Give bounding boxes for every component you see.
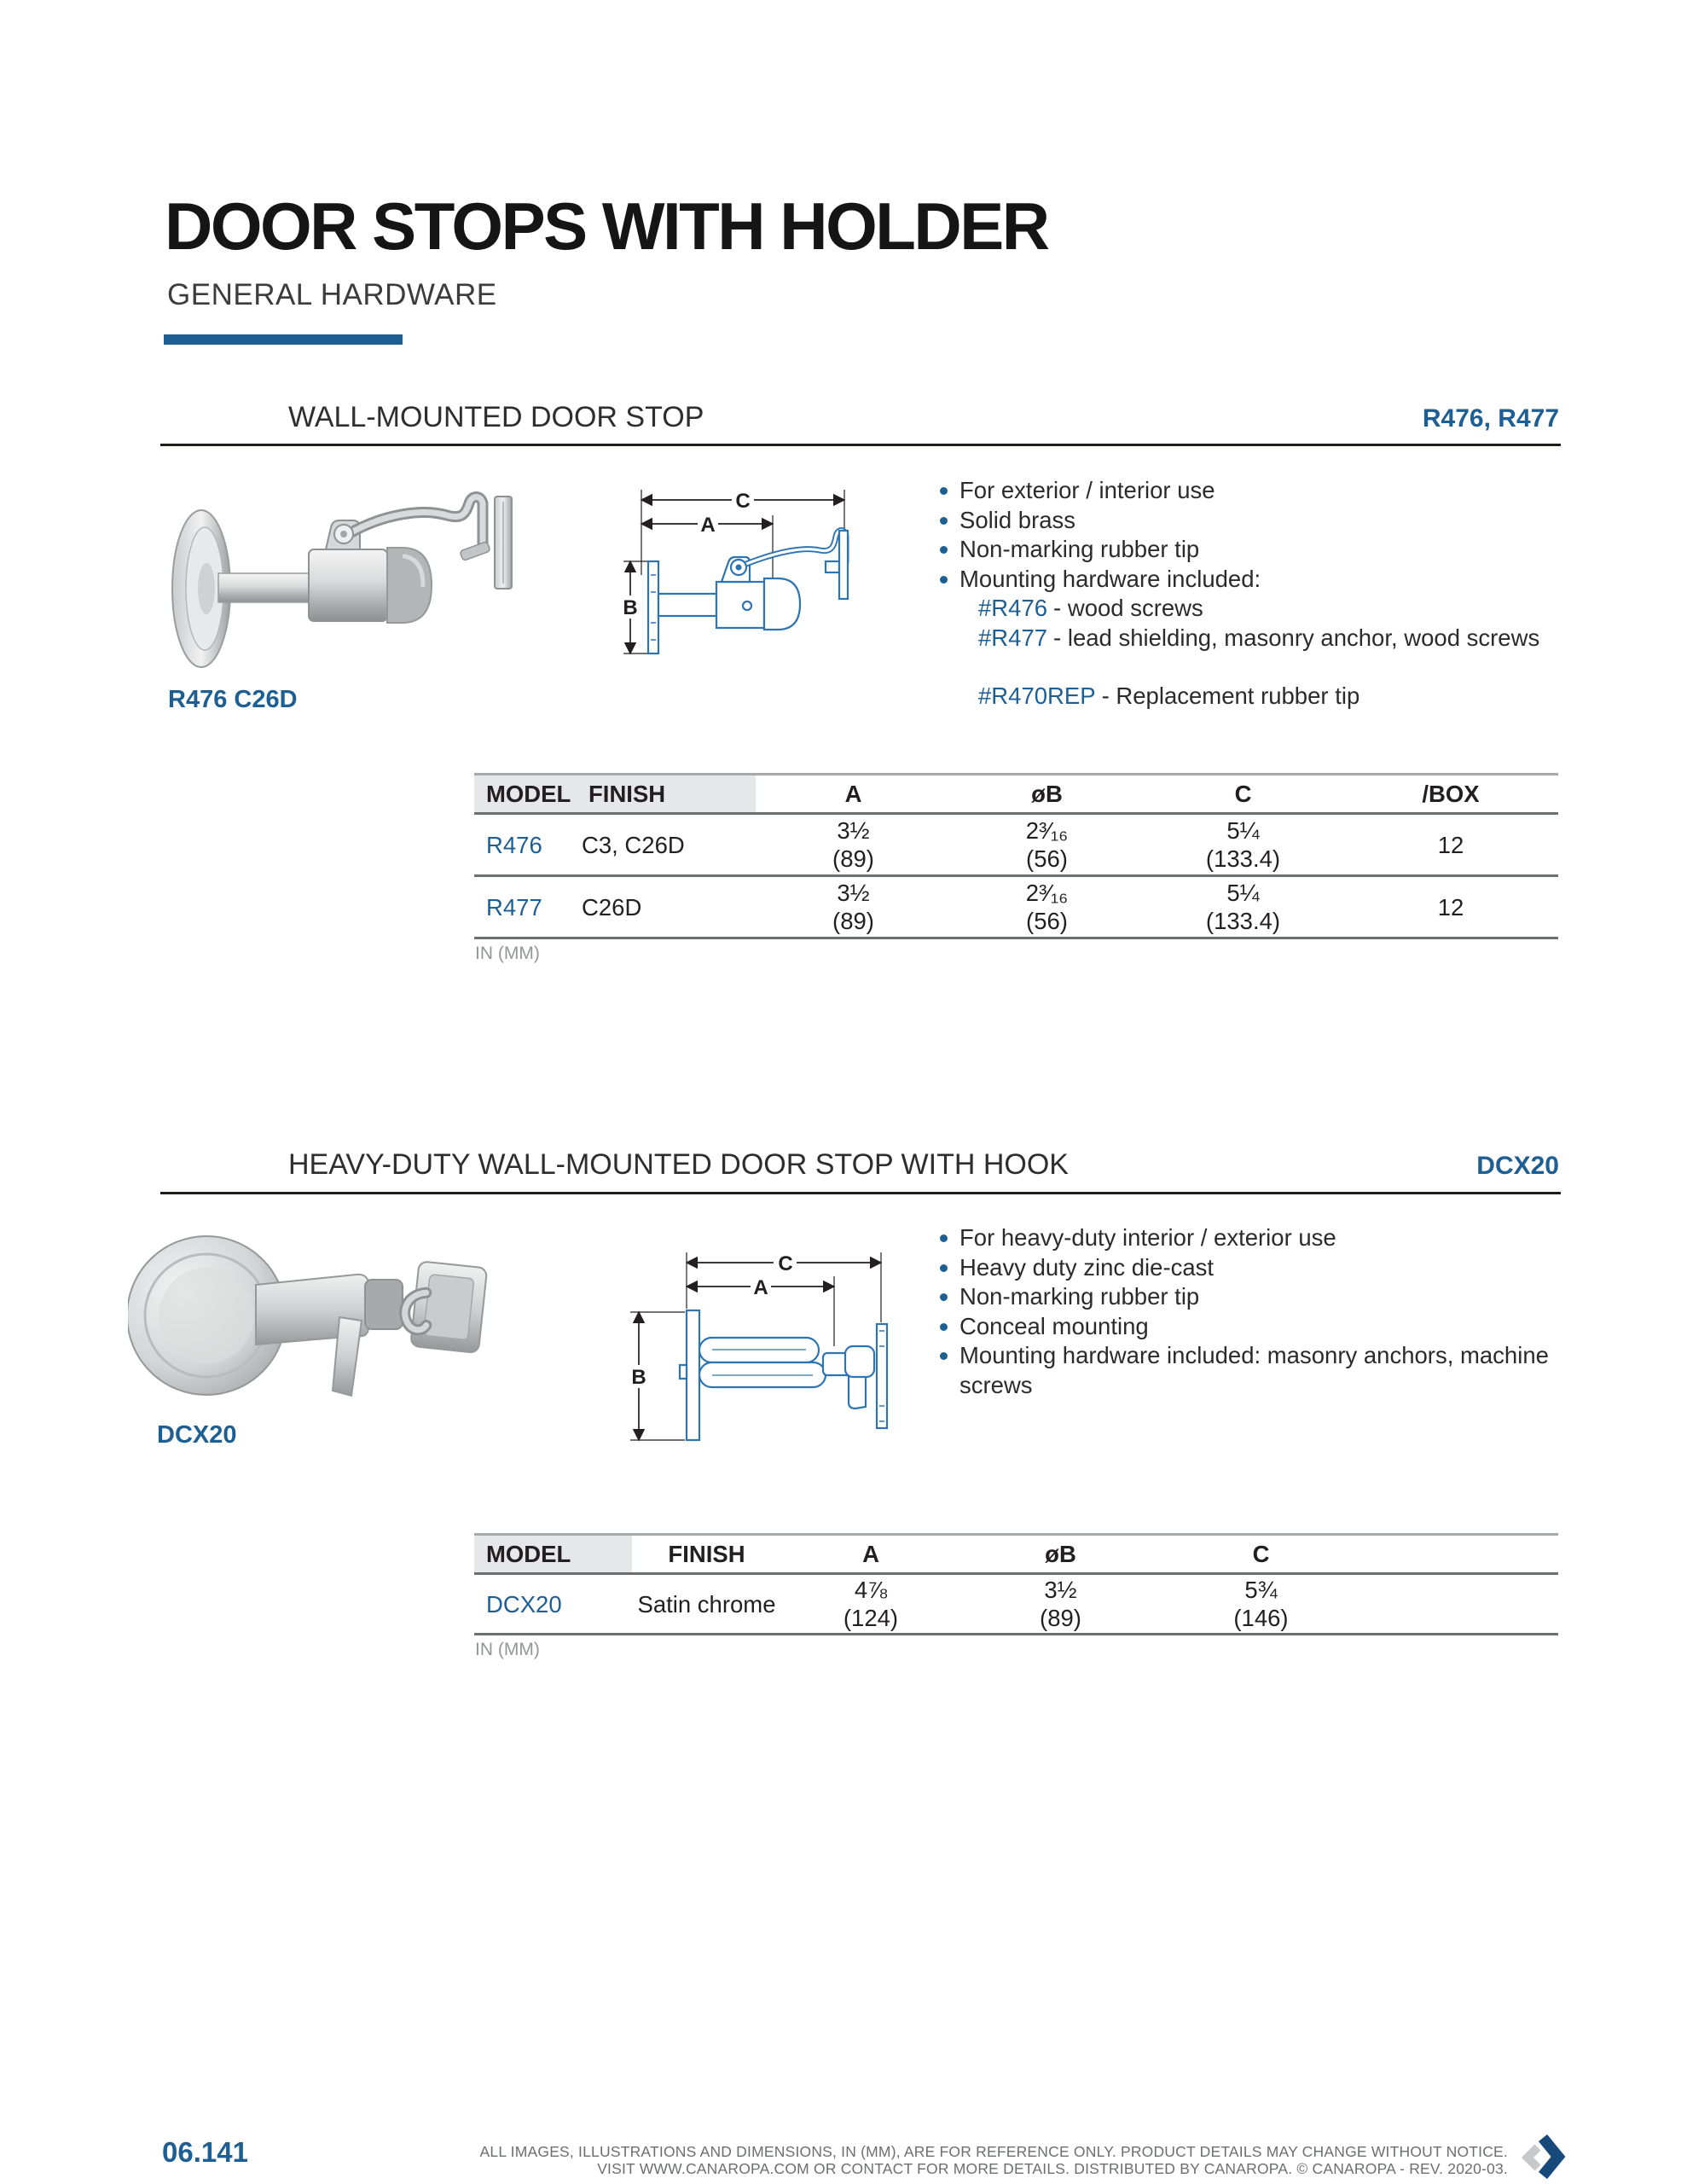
dim-label-c: C	[735, 490, 751, 513]
cell-box: 12	[1437, 893, 1464, 921]
cell-model: R477	[486, 893, 542, 921]
bullet-dot-icon	[940, 576, 948, 584]
units-note: IN (MM)	[475, 1640, 540, 1659]
dim-label-b: B	[631, 1366, 646, 1389]
feature-item: For heavy-duty interior / exterior use	[938, 1223, 1595, 1253]
spec-table-dcx20	[474, 1533, 1558, 1635]
col-header-a: A	[844, 780, 862, 807]
cell-a: 4⅞ (124)	[843, 1577, 899, 1631]
dim-label-b: B	[623, 596, 638, 619]
col-header-c: C	[1234, 780, 1252, 807]
bullet-dot-icon	[940, 1264, 948, 1272]
section2-feature-list	[938, 1223, 1595, 1400]
feature-item: Solid brass	[938, 506, 1603, 536]
col-header-a: A	[862, 1540, 879, 1567]
cell-finish: C3, C26D	[582, 831, 685, 858]
feature-item: Non-marking rubber tip	[938, 1282, 1595, 1312]
section2-models-label: DCX20	[1476, 1152, 1559, 1180]
cell-finish: Satin chrome	[637, 1590, 776, 1618]
dimension-drawing-dcx20	[625, 1235, 896, 1455]
table-row	[474, 876, 1558, 938]
cell-c: 5¼ (133.4)	[1205, 880, 1281, 934]
col-header-box: /BOX	[1422, 780, 1480, 807]
section1-title: WALL-MOUNTED DOOR STOP	[288, 401, 704, 433]
dim-label-a: A	[700, 514, 716, 537]
feature-item: Non-marking rubber tip	[938, 535, 1603, 565]
col-header-model: MODEL	[474, 1535, 632, 1574]
hardware-item: #R476 - wood screws	[978, 595, 1203, 621]
dim-label-c: C	[778, 1252, 793, 1275]
cell-model: R476	[486, 831, 542, 858]
section1-rule	[160, 444, 1561, 446]
cell-b: 3½ (89)	[1040, 1577, 1081, 1631]
product-photo-r476-caption: R476 C26D	[168, 686, 298, 713]
accent-bar	[164, 334, 403, 345]
page-subtitle: GENERAL HARDWARE	[167, 278, 497, 311]
product-photo-dcx20-illustration	[128, 1215, 503, 1424]
cell-box: 12	[1437, 831, 1464, 858]
dim-label-a: A	[753, 1276, 768, 1299]
table-header-row	[474, 775, 1558, 814]
model-code: #R477	[978, 624, 1048, 651]
model-code: #R470REP	[978, 682, 1096, 709]
col-header-finish: FINISH	[668, 1540, 745, 1567]
col-header-c: C	[1252, 1540, 1270, 1567]
section1-models-label: R476, R477	[1422, 404, 1559, 433]
page-number: 06.141	[162, 2136, 248, 2168]
col-header-model: MODEL	[474, 775, 577, 814]
cell-spacer	[1361, 1574, 1558, 1635]
bullet-dot-icon	[940, 1293, 948, 1301]
product-photo-r476-illustration	[162, 471, 529, 688]
hardware-item: #R477 - lead shielding, masonry anchor, wood screws	[978, 624, 1540, 651]
replacement-item: #R470REP - Replacement rubber tip	[978, 682, 1360, 709]
section2-rule	[160, 1192, 1561, 1194]
bullet-dot-icon	[940, 1352, 948, 1360]
table-row	[474, 814, 1558, 876]
cell-a: 3½ (89)	[832, 817, 874, 872]
model-code: #R476	[978, 595, 1048, 621]
feature-item: Heavy duty zinc die-cast	[938, 1253, 1595, 1283]
page-title: DOOR STOPS WITH HOLDER	[165, 189, 1048, 264]
cell-model: DCX20	[486, 1590, 562, 1618]
cell-b: 2³⁄₁₆ (56)	[1025, 880, 1069, 934]
bullet-dot-icon	[940, 1323, 948, 1331]
cell-c: 5¼ (133.4)	[1205, 817, 1281, 872]
cell-b: 2³⁄₁₆ (56)	[1025, 817, 1069, 872]
canaropa-logo-icon	[1520, 2133, 1574, 2181]
units-note: IN (MM)	[475, 944, 540, 963]
disclaimer-line-1: ALL IMAGES, ILLUSTRATIONS AND DIMENSIONS, IN (MM), ARE FOR REFERENCE ONLY. PRODUCT DETAILS MAY CHANGE WITHOUT NOTICE.	[479, 2143, 1508, 2160]
bullet-dot-icon	[940, 546, 948, 554]
cell-c: 5¾ (146)	[1233, 1577, 1289, 1631]
col-header-spacer	[1361, 1535, 1558, 1574]
col-header-b: øB	[1031, 780, 1063, 807]
col-header-finish: FINISH	[577, 775, 756, 814]
table-header-row	[474, 1535, 1558, 1574]
product-photo-dcx20-caption: DCX20	[157, 1421, 237, 1449]
feature-item: Conceal mounting	[938, 1312, 1595, 1342]
section1-feature-list	[938, 476, 1603, 712]
spec-table-r476-r477	[474, 773, 1558, 939]
bullet-dot-icon	[940, 487, 948, 495]
section2-title: HEAVY-DUTY WALL-MOUNTED DOOR STOP WITH HOOK	[288, 1148, 1069, 1181]
col-header-b: øB	[1045, 1540, 1076, 1567]
footer-disclaimer	[480, 2143, 1508, 2177]
table-row	[474, 1574, 1558, 1635]
feature-item: Mounting hardware included: masonry anchors, machine screws	[938, 1341, 1595, 1400]
bullet-dot-icon	[940, 517, 948, 525]
cell-a: 3½ (89)	[832, 880, 874, 934]
feature-item: Mounting hardware included:	[938, 565, 1603, 595]
bullet-dot-icon	[940, 1234, 948, 1242]
dimension-drawing-r476	[621, 479, 870, 676]
cell-finish: C26D	[582, 893, 642, 921]
disclaimer-line-2: VISIT WWW.CANAROPA.COM OR CONTACT FOR MORE DETAILS. DISTRIBUTED BY CANAROPA. © CANAROPA - REV. 2020-03.	[597, 2160, 1508, 2177]
feature-item: For exterior / interior use	[938, 476, 1603, 506]
